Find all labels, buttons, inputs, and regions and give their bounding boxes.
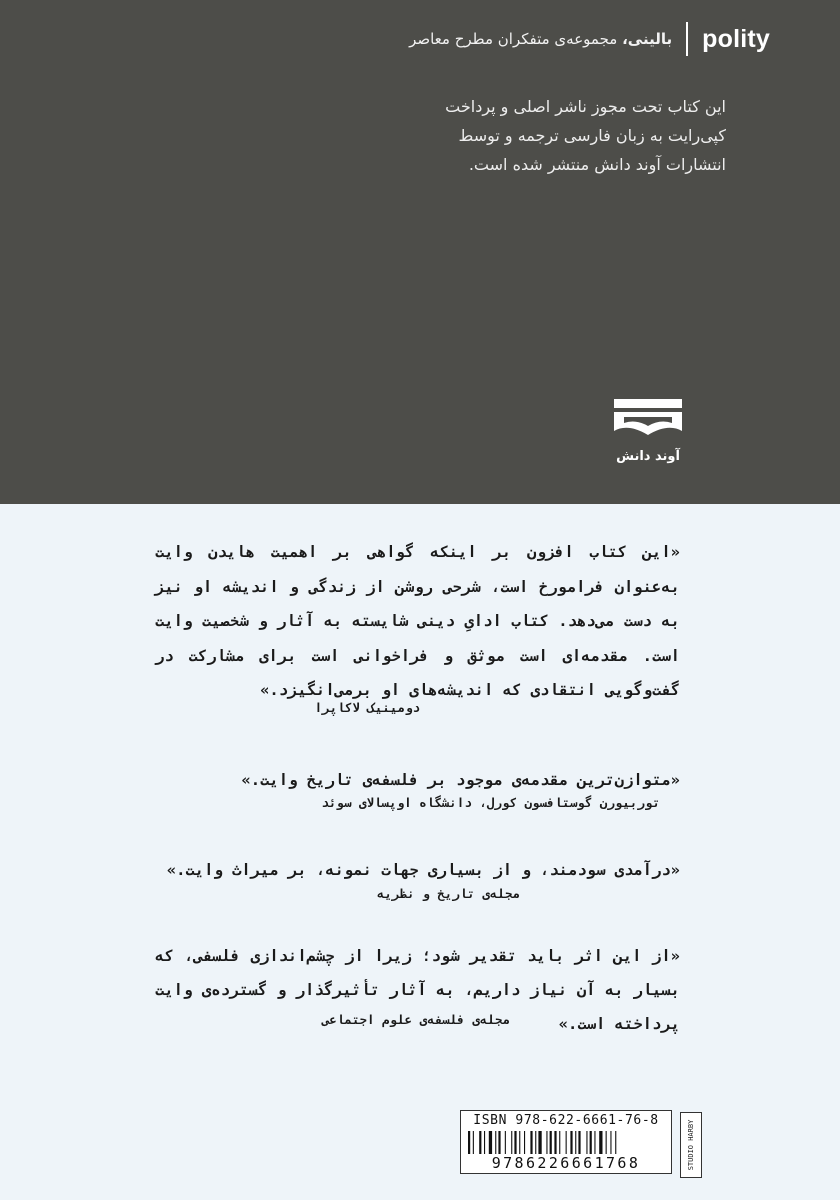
series-label <box>409 30 672 48</box>
designer-credit <box>680 1112 702 1178</box>
designer-text: STUDIO HARBY <box>687 1119 695 1171</box>
barcode <box>460 1110 672 1174</box>
book-logo-icon <box>612 395 684 441</box>
top-panel <box>0 0 840 504</box>
isbn-text: ISBN 978-622-6661-76-8 <box>473 1113 659 1128</box>
quote-3: «درآمدی سودمند، و از بسیاری جهات نمونه، بر میراث وایت.» <box>166 861 680 879</box>
divider <box>686 22 688 56</box>
barcode-digits: 9786226661768 <box>461 1154 671 1172</box>
publisher-name: آوند دانش <box>616 449 680 464</box>
series-name: مجموعه‌ی متفکران مطرح معاصر <box>409 30 618 48</box>
quote-4: «از این اثر باید تقدیر شود؛ زیرا از چشم‌اندازی فلسفی، که بسیار به آن نیاز داریم، به آثار تأثیرگذار و گسترده‌ی وایت پرداخته است.» <box>155 947 680 1033</box>
quote-1: «این کتاب افزون بر اینکه گواهی بر اهمیت هایدن وایت به‌عنوان فرامورخ است، شرحی روشن از زندگی و اندیشه او نیز به دست می‌دهد. کتاب اداىِ دینی شایسته به آثار و شخصیت وایت است. مقدمه‌ای است موثق و فراخوانی است برای مشارکت در گفت‌وگویی انتقادی که اندیشه‌های او برمی‌انگیزد.» <box>155 543 680 699</box>
quote-2-attribution: توربیورن گوستافسون کورل، دانشگاه اوپسالای سوئد <box>321 795 660 810</box>
quote-1-attribution: دومینیک لاکاپرا <box>314 700 420 715</box>
polity-logo: polity <box>702 24 770 53</box>
quote-3-attribution: مجله‌ی تاریخ و نظریه <box>377 886 520 901</box>
publisher-block <box>608 395 688 464</box>
series-brand: بالینی، <box>622 30 673 48</box>
license-text: این کتاب تحت مجوز ناشر اصلی و پرداخت کپی‌رایت به زبان فارسی ترجمه و توسط انتشارات آوند دانش منتشر شده است. <box>445 97 726 174</box>
quote-2: «متوازن‌ترین مقدمه‌ی موجود بر فلسفه‌ی تاریخ وایت.» <box>241 771 680 789</box>
quote-4-attribution: مجله‌ی فلسفه‌ی علوم اجتماعی <box>321 1012 510 1027</box>
header-brand-line <box>409 22 770 56</box>
